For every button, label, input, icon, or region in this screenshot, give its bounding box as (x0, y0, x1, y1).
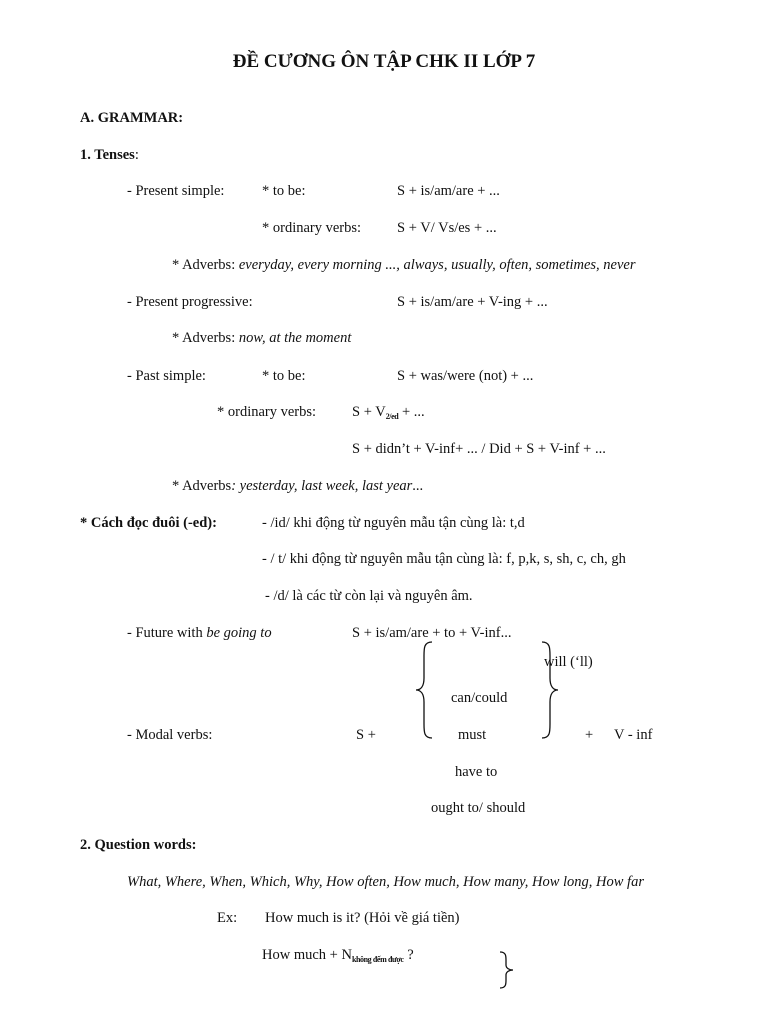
present-progressive-formula: S + is/am/are + V-ing + ... (397, 294, 548, 310)
ed-rule-t: - / t/ khi động từ nguyên mẫu tận cùng là: f, p,k, s, sh, c, ch, gh (262, 551, 626, 567)
how-much-formula-subscript: không đếm được (351, 955, 404, 964)
past-simple-adverbs-list: : yesterday, last week, last year (231, 478, 413, 494)
present-simple-ordinary-label: * ordinary verbs: (262, 220, 362, 236)
page-title: ĐỀ CƯƠNG ÔN TẬP CHK II LỚP 7 (232, 51, 536, 72)
modal-option-must: must (458, 727, 487, 743)
how-much-formula-b: ? (403, 947, 414, 963)
future-label-b: be going to (206, 625, 272, 641)
section-heading-grammar: A. GRAMMAR: (80, 110, 184, 126)
present-simple-to-be-label: * to be: (262, 183, 306, 199)
past-simple-to-be-formula: S + was/were (not) + ... (397, 368, 534, 384)
present-progressive-label: - Present progressive: (127, 294, 253, 310)
past-simple-formula-subscript: 2/ed (385, 412, 399, 421)
present-simple-label: - Present simple: (127, 183, 225, 199)
past-simple-adverbs (172, 477, 423, 495)
modal-verb-inf: V - inf (614, 727, 653, 743)
modal-option-have-to: have to (455, 764, 498, 780)
tenses-heading-colon: : (134, 147, 139, 163)
example-sentence: How much is it? (Hỏi về giá tiền) (265, 910, 460, 926)
past-simple-to-be-label: * to be: (262, 368, 306, 384)
present-progressive-adverbs-label: * Adverbs: (172, 330, 239, 346)
left-brace-icon (412, 640, 434, 740)
modal-option-can-could: can/could (451, 690, 508, 706)
example-label: Ex: (217, 910, 238, 926)
past-simple-label: - Past simple: (127, 368, 206, 384)
ed-rule-d: - /d/ là các từ còn lại và nguyên âm. (265, 588, 473, 604)
present-progressive-adverbs (172, 329, 351, 347)
tenses-heading (80, 146, 139, 164)
past-simple-adverbs-label: * Adverbs (172, 478, 232, 494)
present-simple-adverbs (172, 256, 636, 274)
modal-option-ought-to-should: ought to/ should (431, 800, 526, 816)
question-words-heading: 2. Question words: (80, 837, 197, 853)
question-words-list: What, Where, When, Which, Why, How often, How much, How many, How long, How far (127, 874, 644, 890)
past-simple-formula-a: S + V (352, 404, 386, 420)
past-simple-negative-question: S + didn’t + V-inf+ ... / Did + S + V-inf + ... (352, 441, 606, 457)
future-label (127, 624, 272, 642)
future-label-a: - Future with (127, 625, 207, 641)
tenses-heading-text: 1. Tenses (80, 147, 135, 163)
past-simple-ordinary-formula (352, 403, 425, 423)
past-simple-adverbs-tail: ... (412, 478, 424, 494)
present-simple-adverbs-label: * Adverbs: (172, 257, 239, 273)
modal-option-will: will (‘ll) (544, 654, 593, 670)
present-simple-to-be-formula: S + is/am/are + ... (397, 183, 500, 199)
how-much-formula (262, 946, 414, 966)
modal-plus: + (585, 727, 594, 743)
ed-rule-id: - /id/ khi động từ nguyên mẫu tận cùng là: t,d (262, 515, 525, 531)
modal-verbs-label: - Modal verbs: (127, 727, 213, 743)
present-simple-ordinary-formula: S + V/ Vs/es + ... (397, 220, 497, 236)
present-simple-adverbs-list: everyday, every morning ..., always, usually, often, sometimes, never (238, 257, 636, 273)
present-progressive-adverbs-list: now, at the moment (238, 330, 352, 346)
how-much-formula-a: How much + N (262, 947, 352, 963)
future-formula: S + is/am/are + to + V-inf... (352, 625, 512, 641)
ed-pronunciation-label: * Cách đọc đuôi (-ed): (80, 515, 217, 531)
modal-subject: S + (356, 727, 376, 743)
past-simple-ordinary-label: * ordinary verbs: (217, 404, 317, 420)
past-simple-formula-b: + ... (398, 404, 425, 420)
bottom-right-brace-icon (498, 950, 516, 990)
